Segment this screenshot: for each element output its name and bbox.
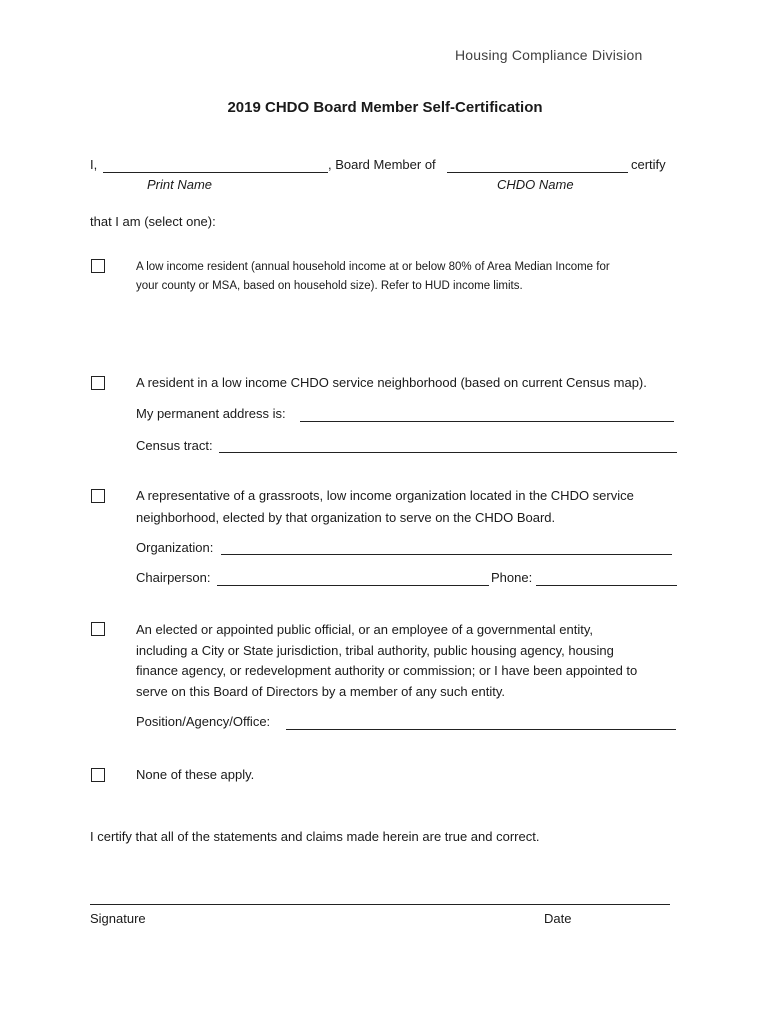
chairperson-label: Chairperson: (136, 570, 211, 585)
date-label: Date (544, 911, 572, 926)
address-label: My permanent address is: (136, 406, 286, 421)
census-tract-label: Census tract: (136, 438, 213, 453)
low-income-resident-checkbox[interactable] (91, 259, 105, 273)
phone-field[interactable] (536, 585, 677, 586)
division-header: Housing Compliance Division (455, 47, 643, 63)
board-member-of-text: , Board Member of (328, 157, 436, 172)
option4-text-line4: serve on this Board of Directors by a member of any such entity. (136, 684, 505, 699)
option4-text-line2: including a City or State jurisdiction, tribal authority, public housing agency, housing (136, 643, 614, 658)
option1-text-line1: A low income resident (annual household income at or below 80% of Area Median Income for (136, 261, 610, 273)
position-agency-field[interactable] (286, 729, 676, 730)
option1-text-line2: your county or MSA, based on household size). Refer to HUD income limits. (136, 280, 523, 292)
chdo-name-field[interactable] (447, 172, 628, 173)
phone-label: Phone: (491, 570, 533, 585)
organization-label: Organization: (136, 540, 214, 555)
option4-text-line3: finance agency, or redevelopment authority or commission; or I have been appointed to (136, 663, 638, 678)
print-name-field[interactable] (103, 172, 328, 173)
intro-prefix: I, (90, 157, 98, 172)
option4-text-line1: An elected or appointed public official, or an employee of a governmental entity, (136, 622, 593, 637)
signature-date-field[interactable] (90, 904, 670, 905)
certify-text: certify (631, 157, 666, 172)
option2-text: A resident in a low income CHDO service neighborhood (based on current Census map). (136, 375, 647, 390)
address-field[interactable] (300, 421, 674, 422)
option3-text-line1: A representative of a grassroots, low income organization located in the CHDO service (136, 488, 634, 503)
public-official-checkbox[interactable] (91, 622, 105, 636)
census-tract-field[interactable] (219, 452, 677, 453)
signature-label: Signature (90, 911, 146, 926)
neighborhood-resident-checkbox[interactable] (91, 376, 105, 390)
page-title: 2019 CHDO Board Member Self-Certification (227, 99, 543, 116)
organization-field[interactable] (221, 554, 672, 555)
option3-text-line2: neighborhood, elected by that organization to serve on the CHDO Board. (136, 510, 556, 525)
grassroots-representative-checkbox[interactable] (91, 489, 105, 503)
position-agency-label: Position/Agency/Office: (136, 714, 271, 729)
print-name-caption: Print Name (147, 177, 213, 192)
select-one-text: that I am (select one): (90, 214, 216, 229)
chdo-name-caption: CHDO Name (497, 177, 574, 192)
certification-statement: I certify that all of the statements and claims made herein are true and correct. (90, 829, 540, 844)
chairperson-field[interactable] (217, 585, 489, 586)
none-apply-checkbox[interactable] (91, 768, 105, 782)
option5-text: None of these apply. (136, 767, 255, 782)
